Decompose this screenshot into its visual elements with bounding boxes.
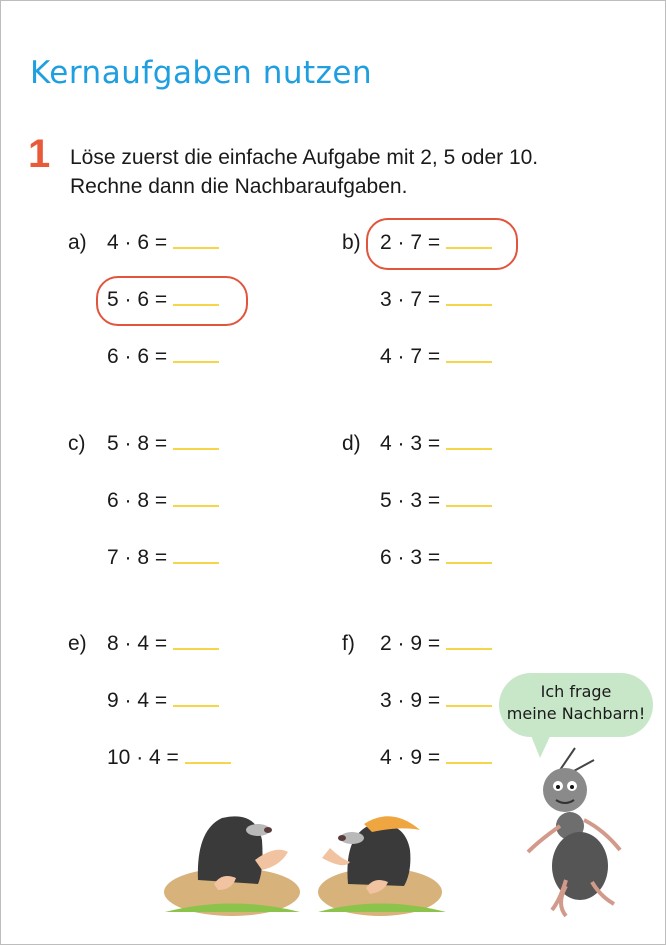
exercise-b1: 2 · 7 = <box>380 231 492 255</box>
group-e-label: e) <box>68 632 87 655</box>
exercise-f2: 3 · 9 = <box>380 689 492 713</box>
exercise-e1: 8 · 4 = <box>107 632 219 656</box>
speech-bubble-line-2: meine Nachbarn! <box>506 704 646 723</box>
group-b-label: b) <box>342 231 361 254</box>
group-a-label: a) <box>68 231 87 254</box>
exercise-f3: 4 · 9 = <box>380 746 492 770</box>
task-instruction-line-1: Löse zuerst die einfache Aufgabe mit 2, 5 oder 10. <box>70 146 539 169</box>
exercise-b3: 4 · 7 = <box>380 345 492 369</box>
task-instruction-line-2: Rechne dann die Nachbaraufgaben. <box>70 175 408 198</box>
group-f-label: f) <box>342 632 355 655</box>
page-title: Kernaufgaben nutzen <box>30 55 373 91</box>
exercise-a1: 4 · 6 = <box>107 231 219 255</box>
exercise-e3: 10 · 4 = <box>107 746 231 770</box>
speech-bubble-line-1: Ich frage <box>540 682 612 701</box>
exercise-c1: 5 · 8 = <box>107 432 219 456</box>
exercise-a2: 5 · 6 = <box>107 288 219 312</box>
exercise-b2: 3 · 7 = <box>380 288 492 312</box>
exercise-e2: 9 · 4 = <box>107 689 219 713</box>
exercise-d2: 5 · 3 = <box>380 489 492 513</box>
exercise-d1: 4 · 3 = <box>380 432 492 456</box>
exercise-d3: 6 · 3 = <box>380 546 492 570</box>
exercise-c2: 6 · 8 = <box>107 489 219 513</box>
group-c-label: c) <box>68 432 86 455</box>
group-d-label: d) <box>342 432 361 455</box>
task-number: 1 <box>28 132 51 176</box>
exercise-c3: 7 · 8 = <box>107 546 219 570</box>
exercise-a3: 6 · 6 = <box>107 345 219 369</box>
exercise-f1: 2 · 9 = <box>380 632 492 656</box>
